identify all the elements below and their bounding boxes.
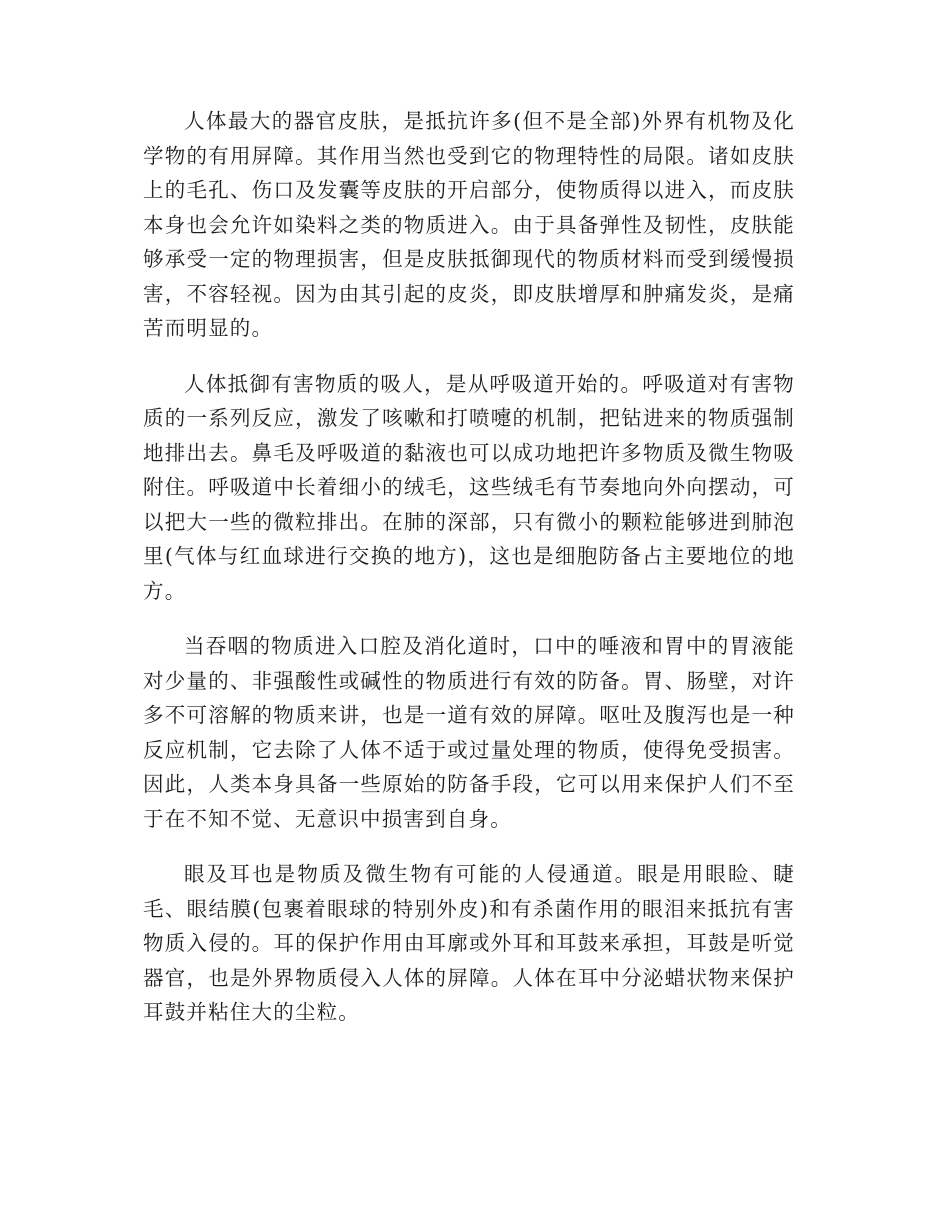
paragraph-eyes-ears: 眼及耳也是物质及微生物有可能的人侵通道。眼是用眼睑、睫毛、眼结膜(包裹着眼球的特别外皮)和有杀菌作用的眼泪来抵抗有害物质入侵的。耳的保护作用由耳廓或外耳和耳鼓来承担，耳鼓是听觉器官，也是外界物质侵入人体的屏障。人体在耳中分泌蜡状物来保护耳鼓并粘住大的尘粒。 <box>143 862 795 1024</box>
paragraph-digestive: 当吞咽的物质进入口腔及消化道时，口中的唾液和胃中的胃液能对少量的、非强酸性或碱性的物质进行有效的防备。胃、肠壁，对许多不可溶解的物质来讲，也是一道有效的屏障。呕吐及腹泻也是一种反应机制，它去除了人体不适于或过量处理的物质，使得免受损害。因此，人类本身具备一些原始的防备手段，它可以用来保护人们不至于在不知不觉、无意识中损害到自身。 <box>143 634 795 831</box>
paragraph-respiratory: 人体抵御有害物质的吸人，是从呼吸道开始的。呼吸道对有害物质的一系列反应，激发了咳嗽和打喷嚏的机制，把钻进来的物质强制地排出去。鼻毛及呼吸道的黏液也可以成功地把许多物质及微生物吸附住。呼吸道中长着细小的绒毛，这些绒毛有节奏地向外向摆动，可以把大一些的微粒排出。在肺的深部，只有微小的颗粒能够进到肺泡里(气体与红血球进行交换的地方)，这也是细胞防备占主要地位的地方。 <box>143 371 795 603</box>
paragraph-skin: 人体最大的器官皮肤，是抵抗许多(但不是全部)外界有机物及化学物的有用屏障。其作用当然也受到它的物理特性的局限。诸如皮肤上的毛孔、伤口及发囊等皮肤的开启部分，使物质得以进入，而皮肤本身也会允许如染料之类的物质进入。由于具备弹性及韧性，皮肤能够承受一定的物理损害，但是皮肤抵御现代的物质材料而受到缓慢损害，不容轻视。因为由其引起的皮炎，即皮肤增厚和肿痛发炎，是痛苦而明显的。 <box>143 109 795 340</box>
document-body <box>143 104 795 1051</box>
